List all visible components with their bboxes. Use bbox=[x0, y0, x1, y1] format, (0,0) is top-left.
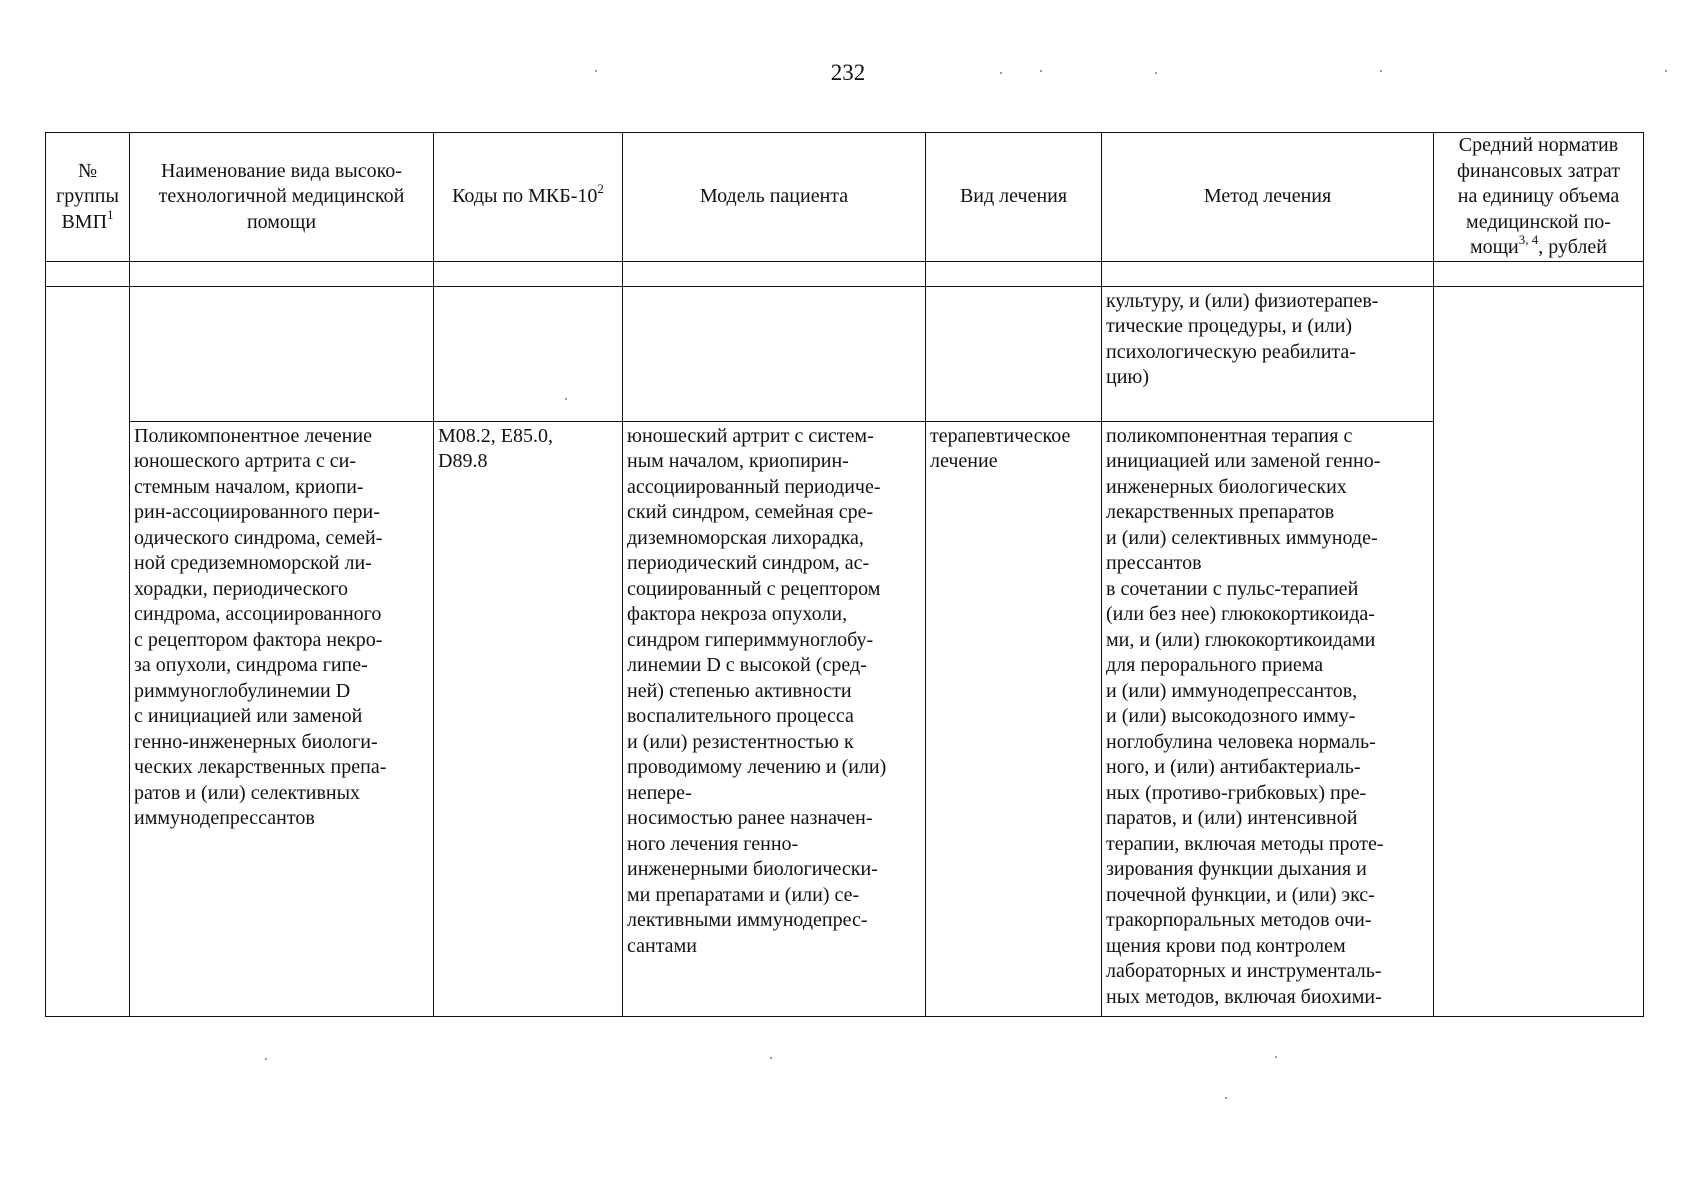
scan-speck bbox=[1225, 1097, 1227, 1099]
cont-codes-cell bbox=[434, 286, 623, 421]
header-patient-model: Модель пациента bbox=[623, 133, 926, 262]
cont-method-cell: культуру, и (или) физиотерапев- тические процедуры, и (или) психологическую реабилита- цию) bbox=[1102, 286, 1434, 421]
header-treatment-method: Метод лечения bbox=[1102, 133, 1434, 262]
icd-codes-cell: M08.2, E85.0, D89.8 bbox=[434, 421, 623, 1016]
scan-speck bbox=[1040, 70, 1042, 72]
average-cost-cell bbox=[1434, 286, 1644, 1016]
scan-speck bbox=[595, 70, 597, 72]
scan-speck bbox=[265, 1058, 267, 1060]
page-number: 232 bbox=[830, 60, 866, 85]
spacer-row bbox=[46, 261, 1644, 286]
scan-speck bbox=[1000, 72, 1002, 74]
scan-speck bbox=[1665, 70, 1667, 72]
header-treatment-type: Вид лечения bbox=[926, 133, 1102, 262]
header-group-number: № группы ВМП$^1$ bbox=[46, 133, 130, 262]
group-number-cell bbox=[46, 286, 130, 1016]
scan-speck bbox=[565, 398, 567, 400]
header-care-type-name: Наименование вида высоко- технологичной медицинской помощи bbox=[130, 133, 434, 262]
treatment-table bbox=[45, 132, 1644, 1017]
scan-speck bbox=[1155, 72, 1157, 74]
cont-treatment-cell bbox=[926, 286, 1102, 421]
cont-model-cell bbox=[623, 286, 926, 421]
treatment-type-cell: терапевтическое лечение bbox=[926, 421, 1102, 1016]
header-average-cost: Средний норматив финансовых затрат на единицу объема медицинской по- мощи$^{3, 4}$, рублей bbox=[1434, 133, 1644, 262]
cont-name-cell bbox=[130, 286, 434, 421]
scan-speck bbox=[770, 1057, 772, 1059]
scan-speck bbox=[1275, 1056, 1277, 1058]
care-type-name-cell: Поликомпонентное лечение юношеского артрита с си- стемным началом, криопи- рин-ассоциированного пери- одического синдрома, семей- ной средиземноморской ли- хорадки, периодического синдрома, ассоциированного с рецептором фактора некро- за опухоли, синдрома гипе- риммуноглобулинемии D с инициацией или заменой генно-инженерных биологи- ческих лекарственных препа- ратов и (или) селективных иммунодепрессантов bbox=[130, 421, 434, 1016]
patient-model-cell: юношеский артрит с систем- ным началом, криопирин- ассоциированный периодиче- ский синдром, семейная сре- диземноморская лихорадка, периодический синдром, ас- социированный с рецептором фактора некроза опухоли, синдром гипериммуноглобу- линемии D с высокой (сред- ней) степенью активности воспалительного процесса и (или) резистентностью к проводимому лечению и (или) непере- носимостью ранее назначен- ного лечения генно- инженерными биологически- ми препаратами и (или) се- лективными иммунодепрес- сантами bbox=[623, 421, 926, 1016]
table-row bbox=[46, 421, 1644, 1016]
scan-speck bbox=[1380, 70, 1382, 72]
header-row bbox=[46, 133, 1644, 262]
header-icd-codes: Коды по МКБ-$10^2$ bbox=[434, 133, 623, 262]
treatment-method-cell: поликомпонентная терапия с инициацией или заменой генно- инженерных биологических лекарственных препаратов и (или) селективных иммуноде- прессантов в сочетании с пульс-терапией (или без нее) глюкокортикоида- ми, и (или) глюкокортикоидами для перорального приема и (или) иммунодепрессантов, и (или) высокодозного иммy- ноглобулина человека нормаль- ного, и (или) антибактериаль- ных (противо-грибковых) пре- паратов, и (или) интенсивной терапии, включая методы проте- зирования функции дыхания и почечной функции, и (или) экс- тракорпоральных методов очи- щения крови под контролем лабораторных и инструменталь- ных методов, включая биохими- bbox=[1102, 421, 1434, 1016]
continuation-row bbox=[46, 286, 1644, 421]
